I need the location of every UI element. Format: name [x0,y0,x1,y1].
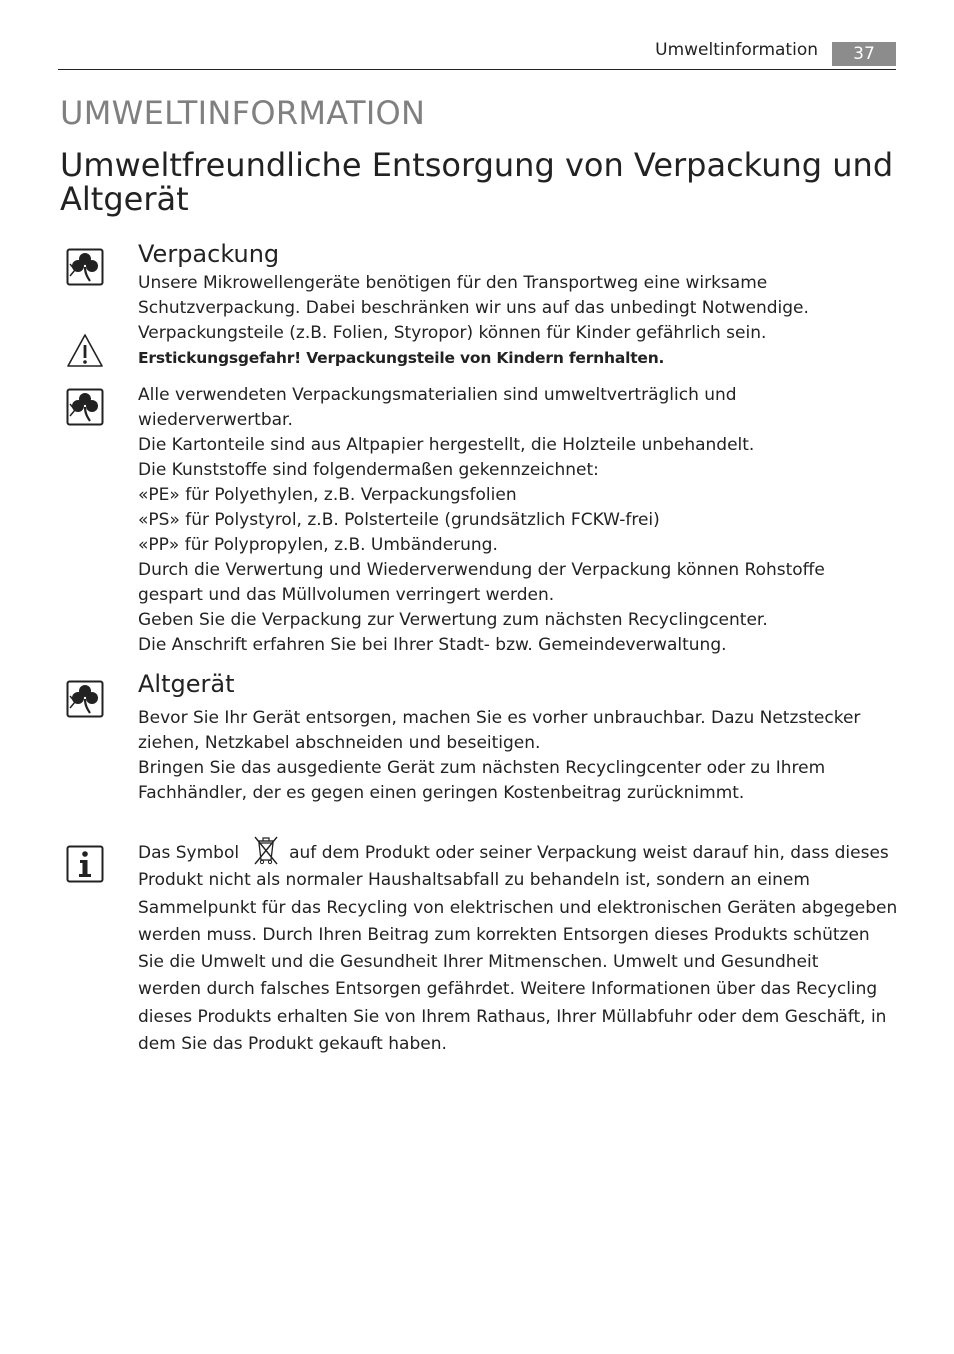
text-line: Unsere Mikrowellengeräte benötigen für den Transportweg eine wirksame [138,273,768,293]
text-line: Bringen Sie das ausgediente Gerät zum nächsten Recyclingcenter oder zu Ihrem [138,758,826,778]
text-line: Fachhändler, der es gegen einen geringen Kostenbeitrag zurücknimmt. [138,783,745,803]
text-line: werden muss. Durch Ihren Beitrag zum korrekten Entsorgen dieses Produkts schützen [138,924,870,945]
clover-environment-icon [66,248,104,286]
text-line: Die Anschrift erfahren Sie bei Ihrer Stadt- bzw. Gemeindeverwaltung. [138,635,727,655]
text-line: gespart und das Müllvolumen verringert werden. [138,585,555,605]
weee-info-text [138,835,898,1058]
verpackung-heading: Verpackung [138,240,280,268]
materials-text [138,383,878,658]
crossed-bin-icon [253,835,279,865]
clover-environment-icon [66,388,104,426]
verpackung-text [138,271,878,371]
text-line: «PE» für Polyethylen, z.B. Verpackungsfolien [138,485,517,505]
text-line: ziehen, Netzkabel abschneiden und beseitigen. [138,733,541,753]
text-line: Produkt nicht als normaler Haushaltsabfall zu behandeln ist, sondern an einem [138,870,810,891]
info-icon [66,845,104,883]
text-line: Alle verwendeten Verpackungsmaterialien sind umweltverträglich und [138,385,737,405]
running-header: Umweltinformation [655,40,818,60]
text-line: Verpackungsteile (z.B. Folien, Styropor) können für Kinder gefährlich sein. [138,323,767,343]
warning-text: Erstickungsgefahr! Verpackungsteile von Kindern fernhalten. [138,349,665,367]
text-line: werden durch falsches Entsorgen gefährdet. Weitere Informationen über das Recycling [138,979,878,1000]
altgeraet-text [138,706,878,806]
warning-triangle-icon [66,332,104,370]
info-text-start: Das Symbol [138,843,240,863]
clover-environment-icon [66,680,104,718]
text-line: Durch die Verwertung und Wiederverwendung der Verpackung können Rohstoffe [138,560,825,580]
header-divider [58,69,896,70]
page-title: Umweltfreundliche Entsorgung von Verpackung und Altgerät [60,146,894,218]
text-line: Die Kunststoffe sind folgendermaßen gekennzeichnet: [138,460,599,480]
altgeraet-heading: Altgerät [138,670,235,698]
text-line: Die Kartonteile sind aus Altpapier hergestellt, die Holzteile unbehandelt. [138,435,755,455]
text-line: Bevor Sie Ihr Gerät entsorgen, machen Sie es vorher unbrauchbar. Dazu Netzstecker [138,708,861,728]
text-line: dieses Produkts erhalten Sie von Ihrem Rathaus, Ihrer Müllabfuhr oder dem Geschäft, in [138,1006,887,1027]
text-line: wiederverwertbar. [138,410,293,430]
section-title: UMWELTINFORMATION [60,94,426,132]
text-line: «PS» für Polystyrol, z.B. Polsterteile (grundsätzlich FCKW-frei) [138,510,660,530]
text-line: Sammelpunkt für das Recycling von elektrischen und elektronischen Geräten abgegeben [138,897,898,918]
page-number: 37 [832,42,896,66]
text-line [138,835,898,867]
text-line: Geben Sie die Verpackung zur Verwertung zum nächsten Recyclingcenter. [138,610,768,630]
info-text-continued: auf dem Produkt oder seiner Verpackung weist darauf hin, dass dieses [289,843,889,863]
text-line: Schutzverpackung. Dabei beschränken wir uns auf das unbedingt Notwendige. [138,298,809,318]
text-line: Sie die Umwelt und die Gesundheit Ihrer Mitmenschen. Umwelt und Gesundheit [138,952,819,973]
text-line: dem Sie das Produkt gekauft haben. [138,1034,447,1055]
text-line: «PP» für Polypropylen, z.B. Umbänderung. [138,535,498,555]
